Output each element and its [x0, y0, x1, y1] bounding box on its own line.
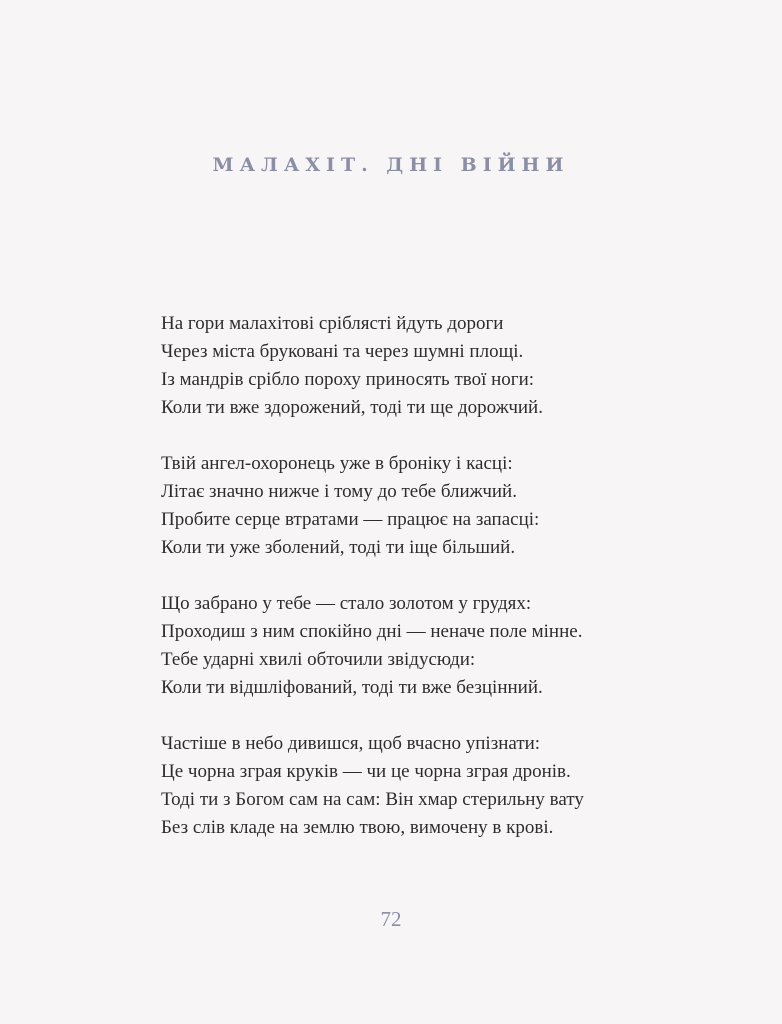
poem-line: Частіше в небо дивишся, щоб вчасно упізнати:: [161, 733, 541, 754]
stanza: [161, 730, 721, 842]
page-number: 72: [380, 907, 402, 931]
poem-line: Тебе ударні хвилі обточили звідусюди:: [161, 649, 476, 670]
poem-line: Пробите серце втратами — працює на запасці:: [161, 509, 540, 530]
poem-line: Твій ангел-охоронець уже в броніку і касці:: [161, 453, 513, 474]
poem-line: Через міста бруковані та через шумні площі.: [161, 341, 524, 362]
poem-line: Проходиш з ним спокійно дні — неначе поле мінне.: [161, 621, 583, 642]
poem-line: Із мандрів срібло пороху приносять твої ноги:: [161, 369, 535, 390]
poem-line: Коли ти вже здорожений, тоді ти ще дорожчий.: [161, 397, 543, 418]
poem-line: Коли ти відшліфований, тоді ти вже безцінний.: [161, 677, 543, 698]
stanza: [161, 310, 721, 422]
poem-body: [161, 310, 721, 870]
poem-line: Що забрано у тебе — стало золотом у грудях:: [161, 593, 532, 614]
poem-line: Тоді ти з Богом сам на сам: Він хмар стерильну вату: [161, 789, 584, 810]
poem-line: На гори малахітові сріблясті йдуть дороги: [161, 313, 504, 334]
poem-title: МАЛАХІТ. ДНІ ВІЙНИ: [212, 154, 570, 176]
poem-line: Без слів кладе на землю твою, вимочену в крові.: [161, 817, 554, 838]
poem-line: Це чорна зграя круків — чи це чорна зграя дронів.: [161, 761, 571, 782]
stanza: [161, 590, 721, 702]
poem-line: Коли ти уже зболений, тоді ти іще більший.: [161, 537, 516, 558]
stanza: [161, 450, 721, 562]
poem-line: Літає значно нижче і тому до тебе ближчий.: [161, 481, 517, 502]
